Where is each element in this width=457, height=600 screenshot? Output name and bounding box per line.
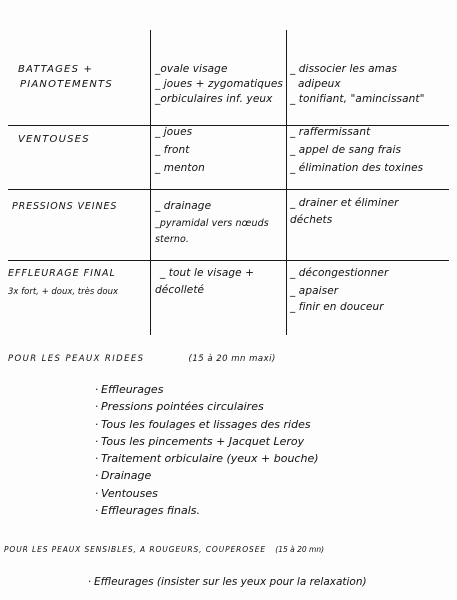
zone-line: décolleté [155,284,205,296]
list-item [95,416,319,433]
list-item [95,381,319,398]
list-item [95,485,319,502]
effect-line: _ appel de sang frais [290,144,402,156]
section-duration: (15 à 20 mn) [275,545,325,554]
list-item-text: Effleurages finals. [101,504,201,518]
effect-line: déchets [290,214,333,226]
zone-line: _orbiculaires inf. yeux [155,93,273,105]
list-item-text: Effleurages [101,383,164,396]
effect-line: adipeux [298,78,341,90]
table-rule [8,189,449,190]
effect-line: _ raffermissant [290,126,371,138]
table-rule [8,260,449,261]
effects-cell [290,196,399,228]
technique-line: 3x fort, + doux, très doux [8,287,119,297]
list-item-text: Pressions pointées circulaires [101,400,264,414]
list-item-text: Ventouses [101,486,158,500]
effect-line: _ décongestionner [290,267,389,279]
list-item-text: Drainage [101,469,152,483]
section-title [4,545,324,554]
section-heading: POUR LES PEAUX RIDEES [8,354,145,364]
sensitive-skin-steps [88,574,367,591]
list-item [95,502,319,519]
zone-line: _ tout le visage + [160,267,255,279]
bullet-dot: · [95,400,99,414]
zone-line: _pyramidal vers nœuds [155,218,269,229]
bullet-dot: · [95,486,99,500]
section-heading: POUR LES PEAUX SENSIBLES, A ROUGEURS, COUPEROSEE [4,545,266,554]
zones-cell [155,125,205,176]
effect-line: _ élimination des toxines [290,162,424,174]
zone-line: _ front [155,144,190,156]
bullet-dot: · [88,576,92,588]
zone-line: sterno. [155,234,189,245]
zones-cell [155,266,254,298]
technique-cell [18,132,90,147]
list-item [95,433,319,450]
technique-line: VENTOUSES [18,134,90,145]
technique-line: BATTAGES + [18,64,94,75]
effects-cell [290,125,423,176]
zone-line: _ joues + zygomatiques [155,78,283,90]
section-title [8,354,276,364]
list-item [88,574,367,591]
effect-line: _ dissocier les amas [290,63,398,75]
list-item-text: Tous les foulages et lissages des rides [101,417,311,431]
list-item [95,398,319,415]
bullet-dot: · [95,452,99,466]
list-item-text: Traitement orbiculaire (yeux + bouche) [101,452,319,466]
table-column-divider [150,30,151,335]
effect-line: _ tonifiant, "amincissant" [290,93,425,105]
effects-cell [290,62,425,107]
section-duration: (15 à 20 mn maxi) [188,354,276,364]
zones-cell [155,199,269,247]
zone-line: _ drainage [155,200,212,212]
effect-line: _ drainer et éliminer [290,197,399,209]
table-column-divider [286,30,287,335]
effect-line: _ finir en douceur [290,301,384,313]
technique-cell [8,266,118,300]
zone-line: _ joues [155,126,193,138]
technique-cell [12,199,117,214]
bullet-dot: · [95,504,99,518]
bullet-dot: · [95,434,99,448]
technique-line: EFFLEURAGE FINAL [8,268,116,279]
technique-line: PIANOTEMENTS [20,79,113,90]
list-item-text: Tous les pincements + Jacquet Leroy [101,434,305,448]
technique-line: PRESSIONS VEINES [12,201,118,212]
bullet-dot: · [95,417,99,431]
bullet-dot: · [95,383,99,396]
zone-line: _ovale visage [155,63,228,75]
technique-cell [18,62,113,92]
list-item-text: Effleurages (insister sur les yeux pour la relaxation) [94,576,367,588]
effect-line: _ apaiser [290,285,339,297]
list-item [95,450,319,467]
list-item [95,467,319,484]
zones-cell [155,62,283,107]
wrinkled-skin-steps [95,381,319,519]
bullet-dot: · [95,469,99,483]
effects-cell [290,266,388,315]
zone-line: _ menton [155,162,205,174]
